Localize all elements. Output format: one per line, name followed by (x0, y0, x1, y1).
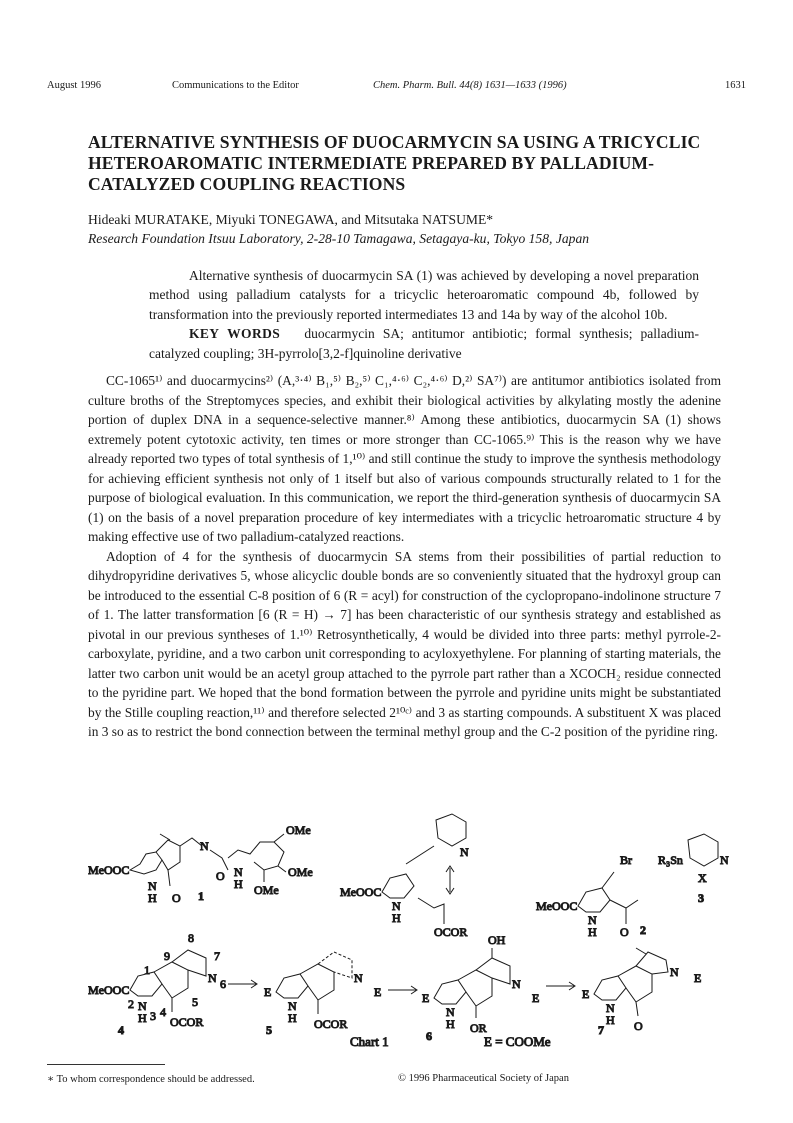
body-paragraph: CC-1065¹⁾ and duocarmycins²⁾ (A,³·⁴⁾ B₁,⁵⁾ B₂,⁵⁾ C₁,⁴·⁶⁾ C₂,⁴·⁶⁾ D,²⁾ SA⁷⁾) are antitumor antibiotics isolated from culture broths of the Streptomyces species, and exhibit their biological activities by alkylating mostly the adenine portion of duplex DNA in a sequence-selective manner.⁸⁾ Among these antibiotics, duocarmycin SA (1) shows extremely potent cytotoxic activity, ten times or more stronger than CC-1065.⁹⁾ This is the reason why we have already reported two types of total synthesis of 1,¹⁰⁾ and still continue the study to improve the synthesis methodology for achieving efficient synthesis not only of 1 itself but also of various compounds structurally related to 1 for the purpose of biological evaluation. In this communication, we report the third-generation synthesis of duocarmycin SA (1) on the basis of a novel preparation procedure of key intermediates with a tricyclic hetroaromatic structure 4 by making effective use of two palladium-catalyzed reactions. (88, 373, 721, 544)
keywords (149, 324, 699, 363)
abstract (149, 266, 699, 363)
label-meooc: MeOOC (88, 863, 130, 877)
label-e: E (532, 991, 540, 1005)
compound-number: 1 (198, 889, 204, 903)
label-meooc: MeOOC (88, 983, 130, 997)
label-ocor: OCOR (314, 1017, 348, 1031)
chart-caption: Chart 1 (350, 1034, 389, 1049)
footnote-divider (47, 1064, 165, 1065)
label-n: N (354, 971, 363, 985)
copyright-notice: © 1996 Pharmaceutical Society of Japan (398, 1073, 569, 1084)
compound-4-structure (88, 931, 257, 1037)
position-number: 3 (150, 1009, 156, 1023)
correspondence-footnote: ∗ To whom correspondence should be addressed. (47, 1074, 255, 1085)
label-n: N (460, 845, 469, 859)
position-number: 4 (160, 1005, 166, 1019)
label-h: H (148, 891, 157, 905)
label-n: N (138, 999, 147, 1013)
label-o: O (216, 869, 225, 883)
label-n: N (288, 999, 297, 1013)
label-h: H (446, 1017, 455, 1031)
compound-7-structure (582, 948, 701, 1037)
section-name: Communications to the Editor (172, 80, 299, 91)
position-number: 6 (220, 977, 226, 991)
compound-number: 2 (640, 923, 646, 937)
label-e: E (582, 987, 590, 1001)
article-body (88, 371, 721, 742)
label-or: OR (470, 1021, 487, 1035)
label-oh: OH (488, 933, 506, 947)
keywords-list: duocarmycin SA; antitumor antibiotic; formal synthesis; palladium-catalyzed coupling; 3H-pyrrolo[3,2-f]quinoline derivative (149, 326, 700, 361)
compound-2-and-3 (536, 834, 729, 939)
label-h: H (234, 877, 243, 891)
compound-number: 4 (118, 1023, 124, 1037)
running-header (47, 80, 746, 94)
author-list: Hideaki MURATAKE, Miyuki TONEGAWA, and Mitsutaka NATSUME* (88, 212, 494, 227)
compound-number: 5 (266, 1023, 272, 1037)
label-meooc: MeOOC (536, 899, 578, 913)
label-h: H (606, 1013, 615, 1027)
label-n: N (588, 913, 597, 927)
label-o: O (172, 891, 181, 905)
compound-5-structure (264, 952, 417, 1037)
label-n: N (148, 879, 157, 893)
label-ocor: OCOR (434, 925, 468, 939)
label-x: X (698, 871, 707, 885)
position-number: 9 (164, 949, 170, 963)
label-ome: OMe (288, 865, 313, 879)
label-h: H (392, 911, 401, 925)
compound-number: 6 (426, 1029, 432, 1043)
label-br: Br (620, 853, 632, 867)
position-number: 7 (214, 949, 220, 963)
label-n: N (720, 853, 729, 867)
label-e: E (694, 971, 702, 985)
label-meooc: MeOOC (340, 885, 382, 899)
chart-legend: E = COOMe (484, 1034, 551, 1049)
label-n: N (606, 1001, 615, 1015)
label-n: N (670, 965, 679, 979)
abstract-text: Alternative synthesis of duocarmycin SA (1) was achieved by developing a novel preparation method using palladium catalysts for a tricyclic heteroaromatic compound 4b, followed by transformation into the previously reported intermediates 13 and 14a by way of the alcohol 10b. (149, 268, 699, 322)
label-o: O (634, 1019, 643, 1033)
chart-1-structures (88, 812, 733, 1052)
label-ome: OMe (286, 823, 311, 837)
label-ome: OMe (254, 883, 279, 897)
author-affiliation: Research Foundation Itsuu Laboratory, 2-28-10 Tamagawa, Setagaya-ku, Tokyo 158, Japan (88, 231, 590, 246)
label-o: O (620, 925, 629, 939)
label-ocor: OCOR (170, 1015, 204, 1029)
position-number: 8 (188, 931, 194, 945)
article-title: ALTERNATIVE SYNTHESIS OF DUOCARMYCIN SA USING A TRICYCLIC HETEROAROMATIC INTERMEDIATE PREPARED BY PALLADIUM-CATALYZED COUPLING REACTIONS (88, 132, 701, 194)
body-paragraph: Adoption of 4 for the synthesis of duocarmycin SA stems from their possibilities of partial reduction to dihydropyridine derivatives 5, whose alicyclic double bonds are so conveniently situated that the hydroxyl group can be introduced to the essential C-8 position of 6 (R = acyl) for construction of the cyclopropano-indolinone structure 7 of 1. The latter transformation [6 (R = H) → 7] has been characteristic of our synthesis strategy and established as pivotal in our previous syntheses of 1.¹⁰⁾ Retrosynthetically, 4 would be divided into three parts: methyl pyrrole-2-carboxylate, pyridine, and a two carbon unit corresponding to acyloxyethylene. For planning of starting materials, the latter two carbon unit would be an acetyl group attached to the pyrrole part rather than a XCOCH₂ residue connected to the pyridine part. We hoped that the bond formation between the pyrrole and pyridine units might be substantiated by the Stille coupling reaction,¹¹⁾ and therefore selected 2¹⁰ᶜ⁾ and 3 as starting compounds. A substituent X was placed in 3 so as to restrict the bond connection between the terminal methyl group and the C-2 position of the pyridine ring. (88, 548, 721, 739)
label-n: N (392, 899, 401, 913)
label-h: H (138, 1011, 147, 1025)
label-n: N (446, 1005, 455, 1019)
position-number: 2 (128, 997, 134, 1011)
page-number: 1631 (725, 80, 746, 91)
label-h: H (588, 925, 597, 939)
label-h: H (288, 1011, 297, 1025)
compound-number: 7 (598, 1023, 604, 1037)
compound-1-structure (88, 823, 313, 905)
label-e: E (422, 991, 430, 1005)
chemical-structures-diagram (88, 812, 733, 1052)
label-e: E (264, 985, 272, 999)
label-r3sn: R₃Sn (658, 853, 683, 867)
label-n: N (234, 865, 243, 879)
journal-citation: Chem. Pharm. Bull. 44(8) 1631—1633 (1996) (373, 80, 567, 91)
label-n: N (208, 971, 217, 985)
compound-6-structure (422, 933, 575, 1043)
keywords-label: KEY WORDS (189, 326, 281, 342)
issue-date: August 1996 (47, 80, 101, 91)
retrosynthesis-fragments (340, 814, 469, 939)
position-number: 5 (192, 995, 198, 1009)
label-e: E (374, 985, 382, 999)
position-number: 1 (144, 963, 150, 977)
label-n: N (512, 977, 521, 991)
compound-number: 3 (698, 891, 704, 905)
label-n: N (200, 839, 209, 853)
